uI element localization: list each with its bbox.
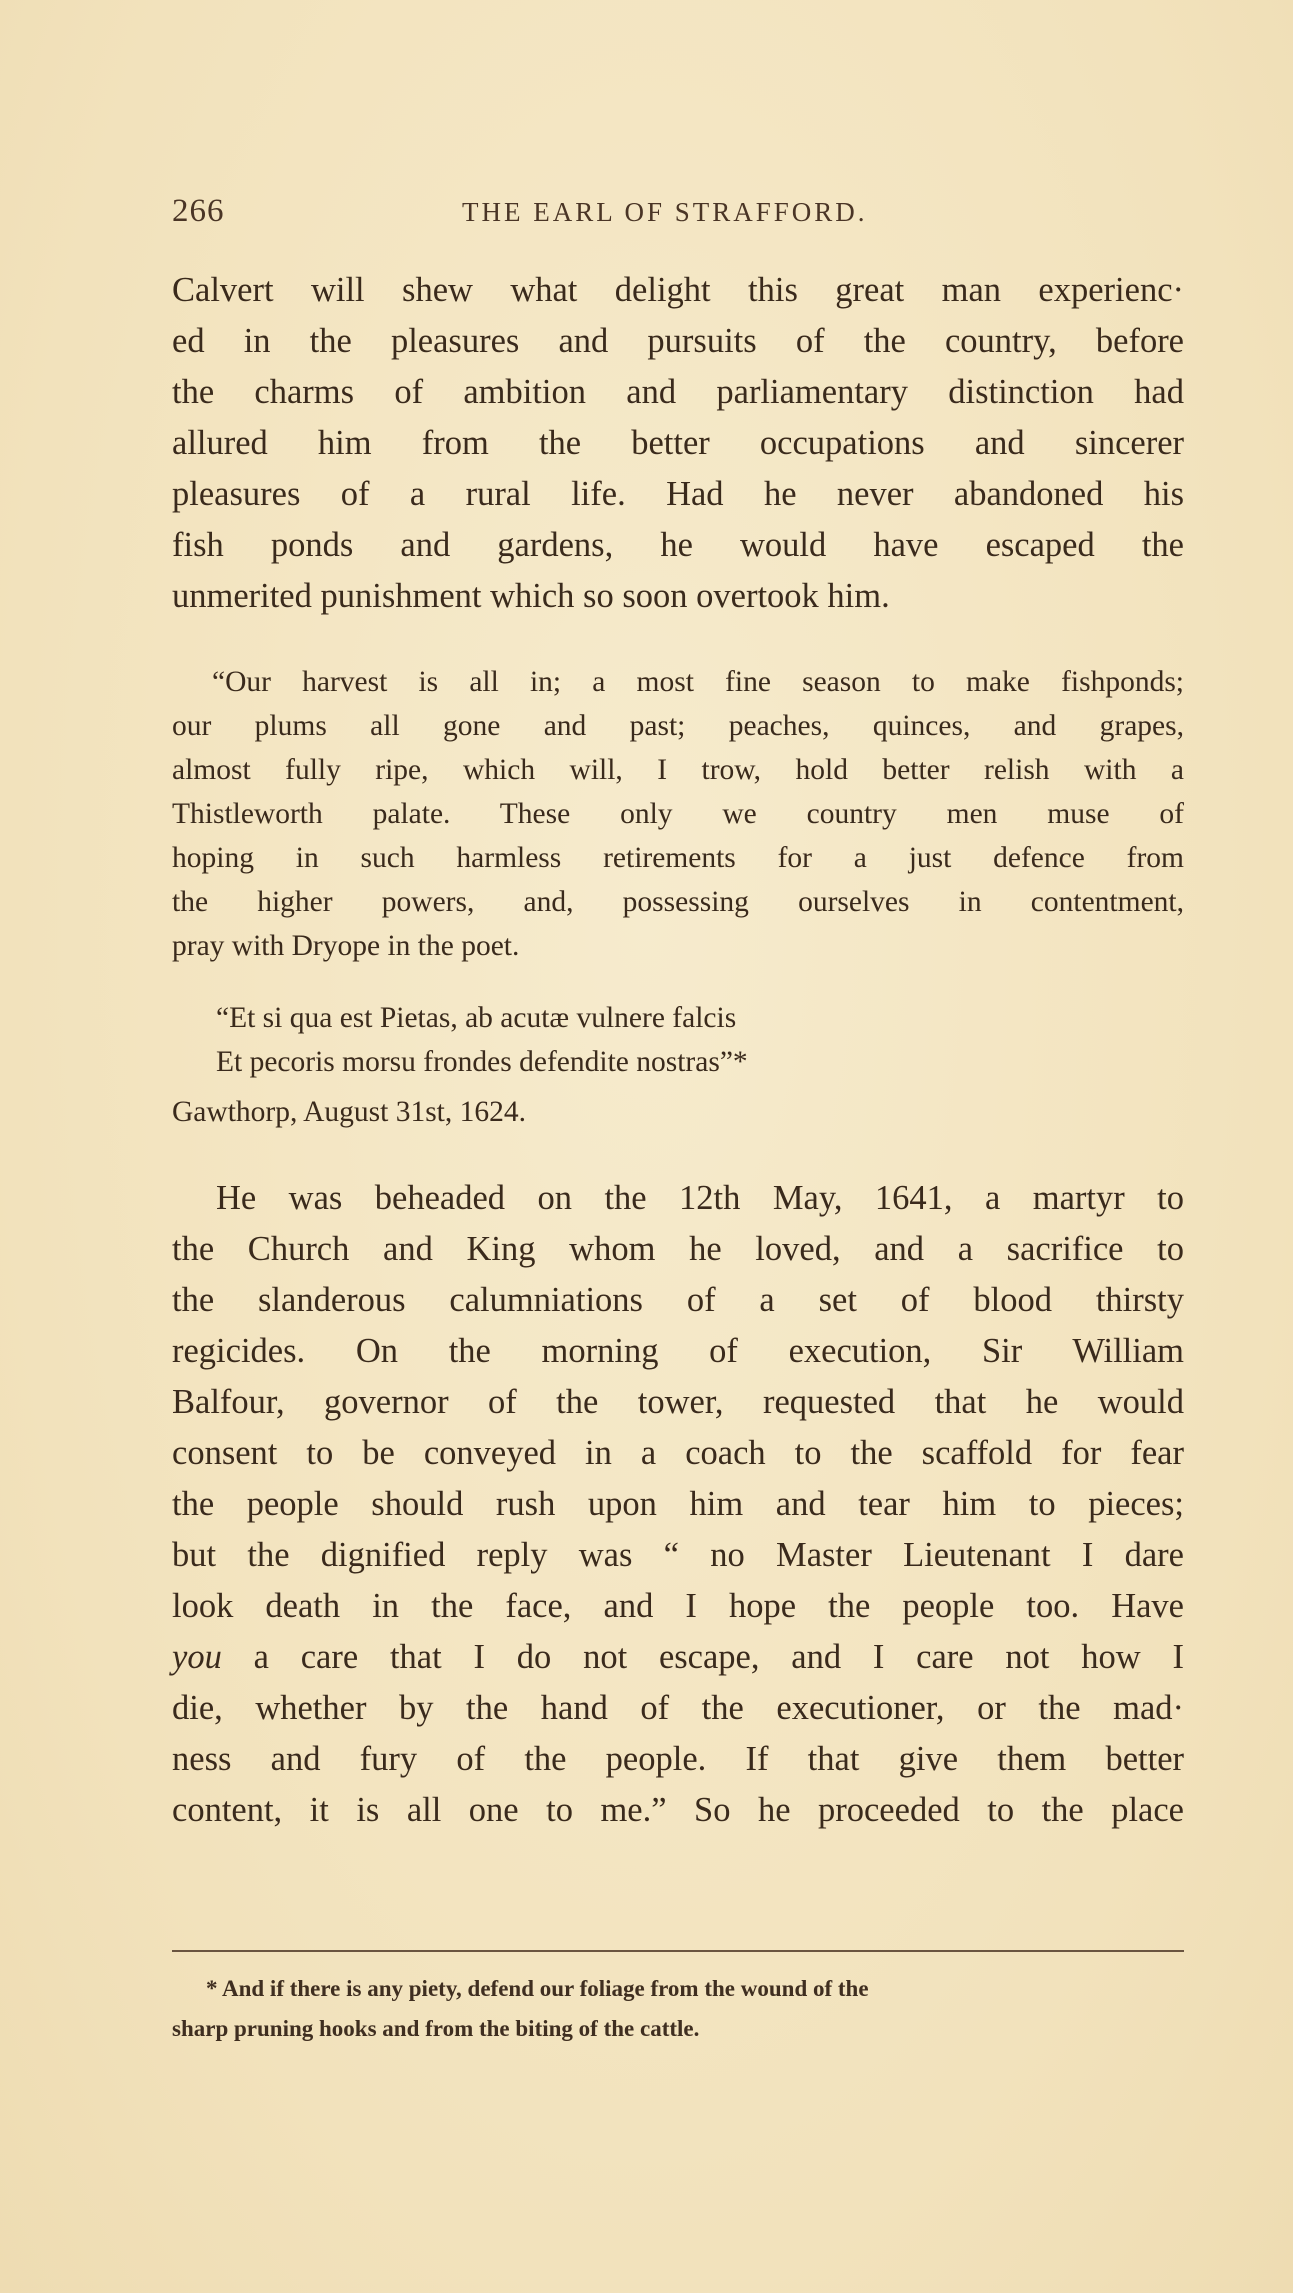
- quote-line: hoping in such harmless retirements for a just defence from: [172, 842, 1184, 874]
- quote-line: our plums all gone and past; peaches, quinces, and grapes,: [172, 710, 1184, 742]
- text-line: ness and fury of the people. If that give them better: [172, 1740, 1184, 1778]
- running-title: THE EARL OF STRAFFORD.: [462, 197, 868, 227]
- quote-line: the higher powers, and, possessing ourselves in contentment,: [172, 886, 1184, 918]
- footnote-divider: [172, 1950, 1184, 1952]
- text-line: [172, 1637, 1184, 1677]
- text-line: ed in the pleasures and pursuits of the country, before: [172, 322, 1184, 360]
- text-line: consent to be conveyed in a coach to the scaffold for fear: [172, 1434, 1184, 1472]
- text-line: unmerited punishment which so soon overtook him.: [172, 577, 890, 615]
- text-line: pleasures of a rural life. Had he never abandoned his: [172, 475, 1184, 513]
- footnote-line: * And if there is any piety, defend our foliage from the wound of the: [206, 1976, 869, 2001]
- text-line: fish ponds and gardens, he would have escaped the: [172, 526, 1184, 564]
- text-segment: a care that I do not escape, and I care not how I: [221, 1638, 1184, 1676]
- text-line: look death in the face, and I hope the people too. Have: [172, 1587, 1184, 1625]
- footnote-line: sharp pruning hooks and from the biting of the cattle.: [172, 2016, 700, 2041]
- text-line: but the dignified reply was “ no Master Lieutenant I dare: [172, 1536, 1184, 1574]
- quote-line: Thistleworth palate. These only we country men muse of: [172, 798, 1184, 830]
- text-line: allured him from the better occupations and sincerer: [172, 424, 1184, 462]
- quote-line: “Our harvest is all in; a most fine season to make fishponds;: [212, 666, 1184, 698]
- text-line: Balfour, governor of the tower, requested that he would: [172, 1383, 1184, 1421]
- verse-line: “Et si qua est Pietas, ab acutæ vulnere falcis: [216, 1002, 737, 1034]
- text-line: the people should rush upon him and tear him to pieces;: [172, 1485, 1184, 1523]
- quote-line: almost fully ripe, which will, I trow, hold better relish with a: [172, 754, 1184, 786]
- page-header: [172, 193, 1212, 233]
- letter-signature: Gawthorp, August 31st, 1624.: [172, 1096, 526, 1128]
- text-line: He was beheaded on the 12th May, 1641, a martyr to: [216, 1179, 1184, 1217]
- verse-line: Et pecoris morsu frondes defendite nostras”*: [216, 1046, 748, 1078]
- quote-line: pray with Dryope in the poet.: [172, 930, 520, 962]
- text-line: the Church and King whom he loved, and a sacrifice to: [172, 1230, 1184, 1268]
- page-number: 266: [172, 193, 225, 229]
- text-line: regicides. On the morning of execution, Sir William: [172, 1332, 1184, 1370]
- text-line: the charms of ambition and parliamentary distinction had: [172, 373, 1184, 411]
- text-line: Calvert will shew what delight this great man experienc·: [172, 271, 1184, 309]
- text-line: content, it is all one to me.” So he proceeded to the place: [172, 1791, 1184, 1829]
- text-line: die, whether by the hand of the executioner, or the mad·: [172, 1689, 1184, 1727]
- italic-word: you: [172, 1638, 222, 1676]
- text-line: the slanderous calumniations of a set of blood thirsty: [172, 1281, 1184, 1319]
